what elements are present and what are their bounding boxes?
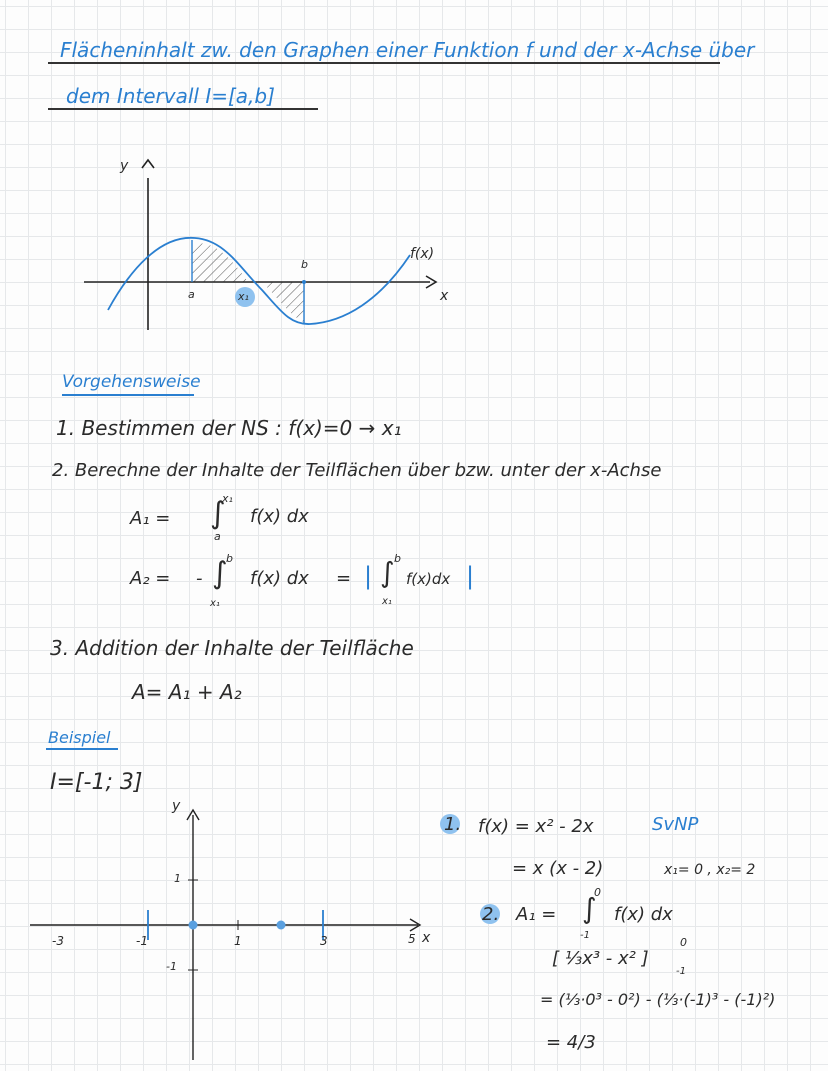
svnp-label: SvNP [652, 814, 699, 835]
sketch-f-label: f(x) [410, 246, 435, 262]
example-a1-lower: -1 [580, 930, 590, 941]
a1-lower-limit: a [214, 530, 221, 543]
sketch-x1-label: x₁ [238, 290, 249, 303]
example-step1-num: 1. [444, 814, 462, 835]
example-heading: Beispiel [48, 728, 111, 747]
sketch-y-label: y [120, 158, 129, 174]
a2-upper-limit: b [226, 552, 233, 565]
abs-open: | [364, 562, 373, 590]
example-evaluation: = (⅓·0³ - 0²) - (⅓·(-1)³ - (-1)²) [540, 990, 776, 1009]
example-a1-integrand: f(x) dx [614, 904, 673, 925]
sum-formula: A= A₁ + A₂ [132, 680, 242, 704]
example-function: f(x) = x² - 2x [478, 816, 594, 837]
abs-upper-limit: b [394, 552, 401, 565]
a2-integral-sign: ∫ [212, 556, 228, 591]
example-a1-upper: 0 [594, 886, 601, 899]
a2-integrand: f(x) dx [250, 568, 309, 589]
label-neg3: -3 [52, 934, 64, 948]
label-neg1: -1 [136, 934, 148, 948]
sketch-x-label: x [440, 288, 449, 304]
abs-close: | [466, 562, 475, 590]
label-5: 5 [408, 932, 416, 946]
label-yneg1: -1 [166, 960, 177, 973]
example-antideriv-upper: 0 [680, 936, 687, 949]
a2-minus: - [196, 568, 203, 589]
a1-lhs: A₁ = [130, 508, 171, 529]
a2-lower-limit: x₁ [210, 598, 220, 609]
procedure-heading: Vorgehensweise [62, 372, 201, 392]
example-antiderivative: [ ⅓x³ - x² ] [552, 948, 649, 969]
root-0-marker [189, 921, 198, 930]
title-line-2: dem Intervall I=[a,b] [66, 84, 275, 108]
step-2: 2. Berechne der Inhalte der Teilflächen über bzw. unter der x-Achse [52, 460, 662, 481]
a1-integrand: f(x) dx [250, 506, 309, 527]
example-a1: A₁ = [516, 904, 557, 925]
example-interval: I=[-1; 3] [50, 770, 143, 795]
example-factor: = x (x - 2) [512, 858, 604, 879]
example-result: = 4/3 [546, 1032, 596, 1053]
step-1: 1. Bestimmen der NS : f(x)=0 → x₁ [56, 416, 402, 440]
abs-lower-limit: x₁ [382, 596, 392, 607]
step-3: 3. Addition der Inhalte der Teilfläche [50, 636, 414, 660]
root-2-marker [277, 921, 286, 930]
label-y1: 1 [174, 872, 181, 885]
example-y-label: y [172, 798, 181, 814]
a2-equals: = [336, 568, 352, 589]
a1-integral-sign: ∫ [210, 496, 226, 531]
example-antideriv-lower: -1 [676, 966, 686, 977]
a2-lhs: A₂ = [130, 568, 171, 589]
sketch-b-label: b [301, 258, 308, 271]
title-line-1: Flächeninhalt zw. den Graphen einer Funktion f und der x-Achse über [60, 38, 755, 62]
label-1: 1 [234, 934, 242, 948]
example-x-label: x [422, 930, 431, 946]
label-3: 3 [320, 934, 328, 948]
example-a1-integral: ∫ [582, 892, 597, 925]
abs-integral-sign: ∫ [380, 556, 395, 589]
abs-integrand: f(x)dx [406, 570, 451, 588]
example-step2-num: 2. [482, 904, 500, 925]
example-roots: x₁= 0 , x₂= 2 [664, 862, 756, 878]
sketch-a-label: a [188, 288, 195, 301]
a1-upper-limit: x₁ [222, 492, 233, 505]
